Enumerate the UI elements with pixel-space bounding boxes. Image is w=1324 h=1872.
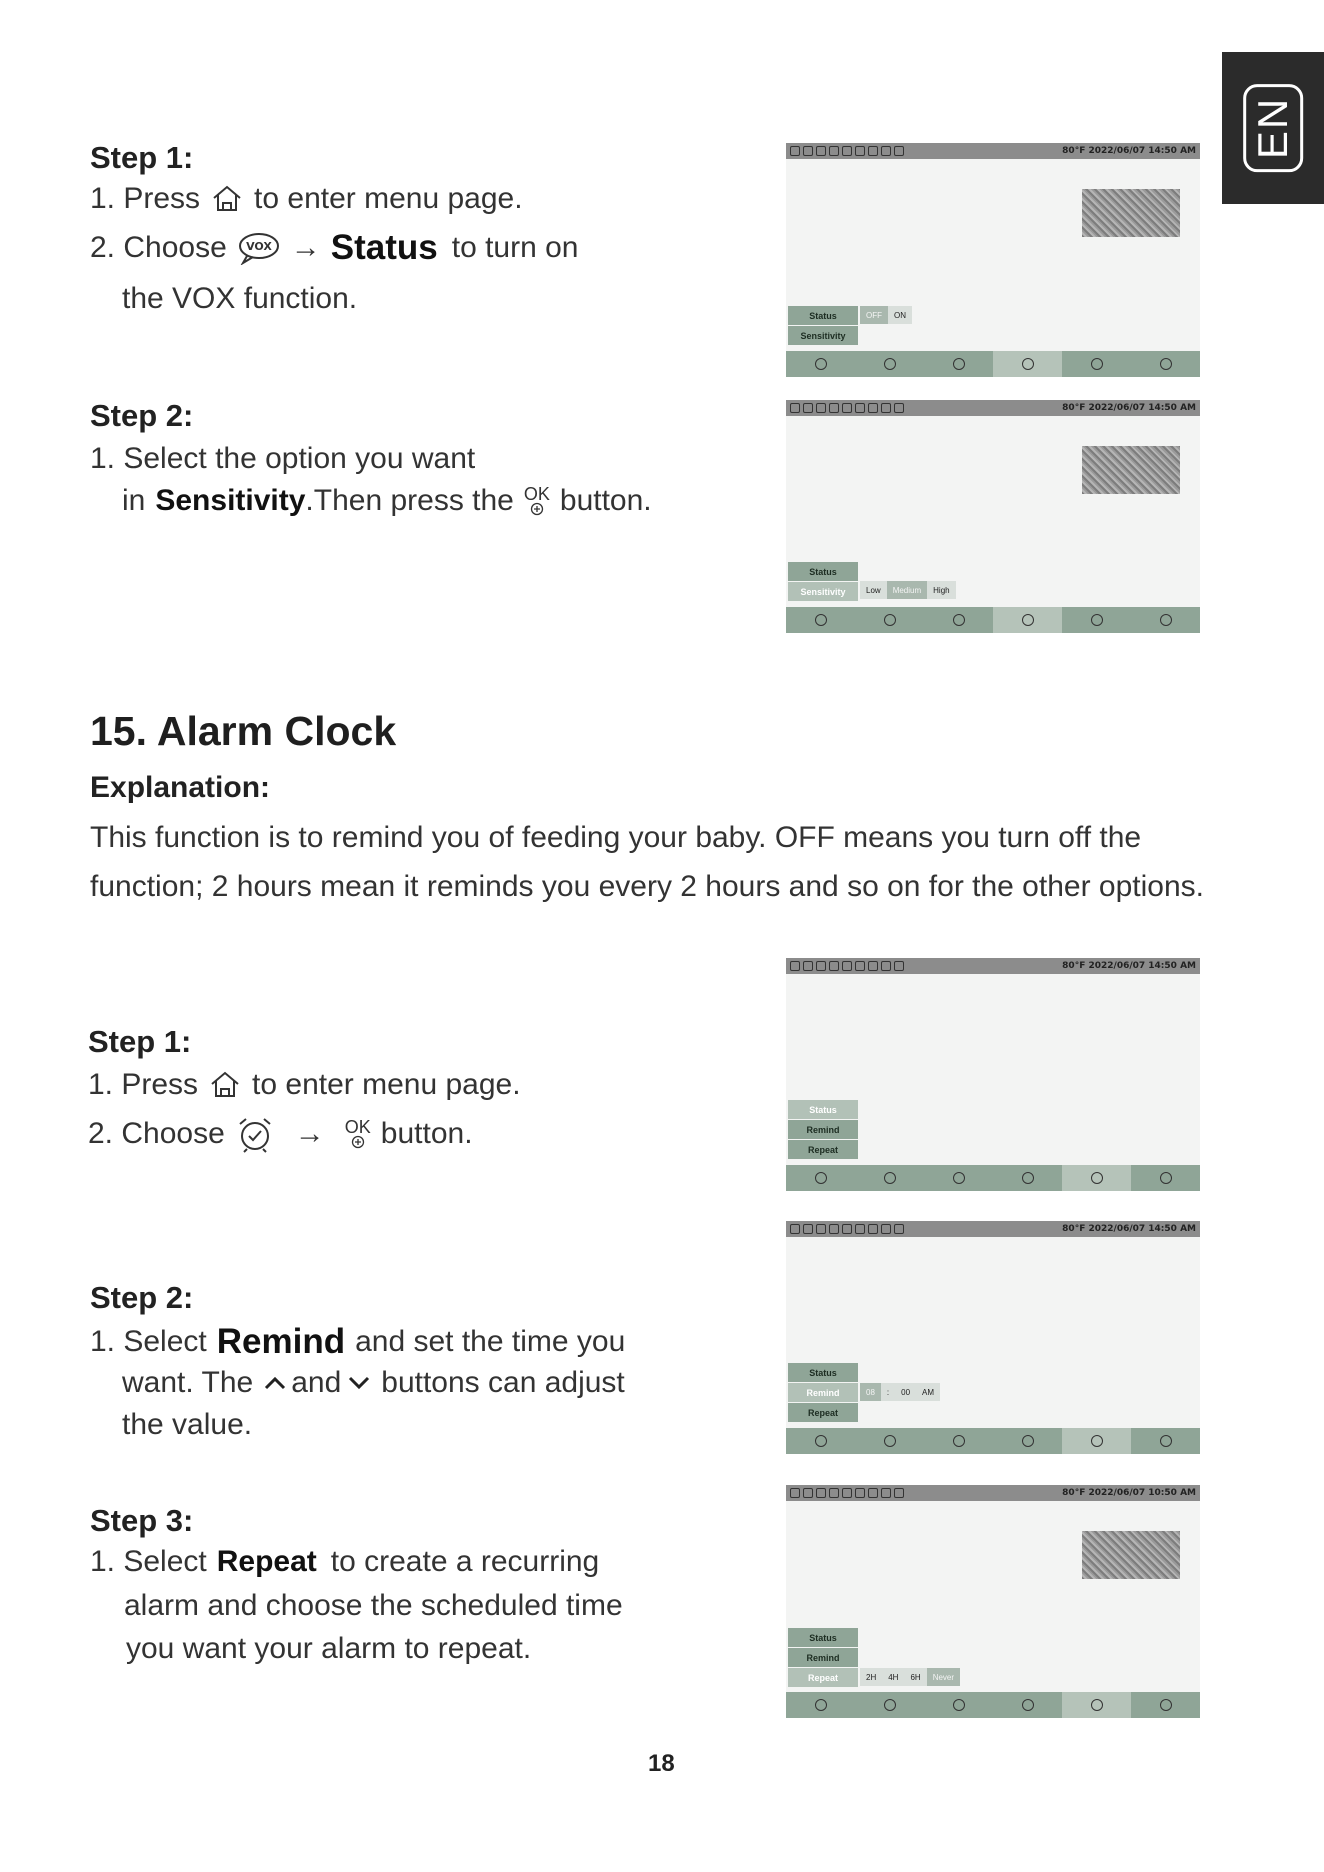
menu-item-remind[interactable]: Remind xyxy=(788,1648,858,1668)
status-bar xyxy=(786,143,1200,159)
blurred-preview xyxy=(1082,446,1180,494)
alarm-step3-line1: 1. Select Repeat to create a recurring xyxy=(90,1545,600,1578)
status-icons xyxy=(790,146,904,156)
option-never[interactable]: Never xyxy=(927,1668,960,1686)
brightness-icon[interactable] xyxy=(786,1165,855,1191)
alarm-step2-line3: the value. xyxy=(122,1408,253,1441)
chevron-up-icon xyxy=(263,1375,287,1391)
camera-icon[interactable] xyxy=(855,1165,924,1191)
option-on[interactable]: ON xyxy=(894,310,906,320)
chevron-down-icon xyxy=(347,1375,371,1391)
alarm-clock-icon xyxy=(235,1114,275,1154)
option-low[interactable]: Low xyxy=(866,585,881,595)
device-screen-alarm-remind xyxy=(786,1221,1200,1454)
volume-icon[interactable] xyxy=(924,607,993,633)
settings-icon[interactable] xyxy=(1131,351,1200,377)
menu-list xyxy=(788,1628,858,1688)
menu-item-status[interactable]: Status xyxy=(788,1628,858,1648)
minute-field[interactable]: 00 xyxy=(901,1387,911,1397)
vox-step1-line2: 2. Choose VOX → Status to turn on xyxy=(90,228,579,267)
svg-text:VOX: VOX xyxy=(245,240,272,253)
status-datetime: 80°F 2022/06/07 14:50 AM xyxy=(1062,961,1196,971)
explanation-text: This function is to remind you of feeding your baby. OFF means you turn off the function; 2 hours mean it reminds you every 2 hours and so on for the other options. xyxy=(90,821,1204,903)
language-tab xyxy=(1222,52,1324,204)
device-screen-alarm-menu xyxy=(786,958,1200,1191)
alarm-step3-heading: Step 3: xyxy=(90,1503,194,1538)
menu-list xyxy=(788,1363,858,1423)
brightness-icon[interactable] xyxy=(786,1428,855,1454)
menu-item-status[interactable]: Status xyxy=(788,1363,858,1383)
camera-icon[interactable] xyxy=(855,351,924,377)
option-6h[interactable]: 6H xyxy=(910,1672,921,1682)
alarm-icon[interactable] xyxy=(1062,351,1131,377)
ok-zoom-icon: OK xyxy=(345,1119,371,1149)
alarm-icon[interactable] xyxy=(1062,607,1131,633)
settings-icon[interactable] xyxy=(1131,607,1200,633)
bottom-toolbar xyxy=(786,1165,1200,1191)
alarm-step2-line2: want. The and buttons can adjust xyxy=(122,1366,625,1399)
vox-step1-heading: Step 1: xyxy=(90,140,194,175)
home-icon xyxy=(210,182,244,216)
option-4h[interactable]: 4H xyxy=(888,1672,899,1682)
menu-item-repeat[interactable]: Repeat xyxy=(788,1140,858,1160)
blurred-preview xyxy=(1082,189,1180,237)
section-title: 15. Alarm Clock xyxy=(90,708,397,754)
bottom-toolbar xyxy=(786,607,1200,633)
option-medium[interactable]: Medium xyxy=(887,581,927,599)
status-bar xyxy=(786,400,1200,416)
menu-item-sensitivity[interactable]: Sensitivity xyxy=(788,326,858,346)
volume-icon[interactable] xyxy=(924,1428,993,1454)
alarm-icon[interactable] xyxy=(1062,1165,1131,1191)
vox-icon[interactable] xyxy=(993,1165,1062,1191)
vox-step2-line1: 1. Select the option you want xyxy=(90,442,476,475)
option-high[interactable]: High xyxy=(933,585,950,595)
alarm-step2-heading: Step 2: xyxy=(90,1280,194,1315)
vox-step2-heading: Step 2: xyxy=(90,398,194,433)
alarm-step3-line3: you want your alarm to repeat. xyxy=(126,1632,532,1665)
settings-icon[interactable] xyxy=(1131,1428,1200,1454)
volume-icon[interactable] xyxy=(924,1692,993,1718)
vox-step1-line1: 1. Press to enter menu page. xyxy=(90,182,523,215)
vox-icon[interactable] xyxy=(993,1428,1062,1454)
brightness-icon[interactable] xyxy=(786,607,855,633)
vox-icon[interactable] xyxy=(993,607,1062,633)
menu-item-remind[interactable]: Remind xyxy=(788,1383,858,1403)
menu-item-status[interactable]: Status xyxy=(788,1100,858,1120)
bottom-toolbar xyxy=(786,1692,1200,1718)
explanation-heading: Explanation: xyxy=(90,771,271,804)
device-screen-alarm-repeat xyxy=(786,1485,1200,1718)
status-datetime: 80°F 2022/06/07 10:50 AM xyxy=(1062,1488,1196,1498)
bottom-toolbar xyxy=(786,1428,1200,1454)
alarm-step1-heading: Step 1: xyxy=(88,1024,192,1059)
time-separator: : xyxy=(886,1387,890,1397)
language-label: EN xyxy=(1243,84,1303,172)
status-bar xyxy=(786,1221,1200,1237)
time-setter xyxy=(860,1383,940,1401)
menu-list xyxy=(788,306,858,346)
option-row xyxy=(860,306,912,324)
bottom-toolbar xyxy=(786,351,1200,377)
volume-icon[interactable] xyxy=(924,1165,993,1191)
menu-item-remind[interactable]: Remind xyxy=(788,1120,858,1140)
vox-step2-line2: in Sensitivity .Then press the OK button. xyxy=(122,484,652,517)
vox-icon[interactable] xyxy=(993,351,1062,377)
blurred-preview xyxy=(1082,1531,1180,1579)
volume-icon[interactable] xyxy=(924,351,993,377)
menu-list xyxy=(788,1100,858,1160)
alarm-step1-line1: 1. Press to enter menu page. xyxy=(88,1068,521,1101)
hour-field[interactable]: 08 xyxy=(860,1383,881,1401)
status-datetime: 80°F 2022/06/07 14:50 AM xyxy=(1062,403,1196,413)
repeat-options xyxy=(860,1668,960,1686)
page-number: 18 xyxy=(648,1750,675,1777)
menu-item-status[interactable]: Status xyxy=(788,306,858,326)
status-bar xyxy=(786,958,1200,974)
alarm-step2-line1: 1. Select Remind and set the time you xyxy=(90,1322,626,1361)
menu-item-repeat[interactable]: Repeat xyxy=(788,1403,858,1423)
status-icons xyxy=(790,403,904,413)
alarm-step1-line2: 2. Choose → OK button. xyxy=(88,1114,473,1154)
camera-icon[interactable] xyxy=(855,607,924,633)
status-datetime: 80°F 2022/06/07 14:50 AM xyxy=(1062,1224,1196,1234)
option-off[interactable]: OFF xyxy=(860,306,888,324)
alarm-step3-line2: alarm and choose the scheduled time xyxy=(124,1589,623,1622)
status-icons xyxy=(790,1224,904,1234)
device-screen-vox-status xyxy=(786,143,1200,377)
option-row xyxy=(860,581,956,599)
option-2h[interactable]: 2H xyxy=(866,1672,877,1682)
camera-icon[interactable] xyxy=(855,1692,924,1718)
menu-list xyxy=(788,562,858,602)
status-icons xyxy=(790,961,904,971)
status-icons xyxy=(790,1488,904,1498)
settings-icon[interactable] xyxy=(1131,1165,1200,1191)
alarm-icon[interactable] xyxy=(1062,1428,1131,1454)
ok-zoom-icon: OK xyxy=(524,486,550,516)
ampm-field[interactable]: AM xyxy=(922,1387,935,1397)
settings-icon[interactable] xyxy=(1131,1692,1200,1718)
vox-icon[interactable] xyxy=(993,1692,1062,1718)
menu-item-sensitivity[interactable]: Sensitivity xyxy=(788,582,858,602)
status-datetime: 80°F 2022/06/07 14:50 AM xyxy=(1062,146,1196,156)
home-icon xyxy=(208,1068,242,1102)
vox-step1-line3: the VOX function. xyxy=(122,282,358,315)
menu-item-repeat[interactable]: Repeat xyxy=(788,1668,858,1688)
camera-icon[interactable] xyxy=(855,1428,924,1454)
vox-icon xyxy=(237,231,281,265)
device-screen-vox-sensitivity xyxy=(786,400,1200,633)
menu-item-status[interactable]: Status xyxy=(788,562,858,582)
brightness-icon[interactable] xyxy=(786,351,855,377)
status-bar xyxy=(786,1485,1200,1501)
alarm-icon[interactable] xyxy=(1062,1692,1131,1718)
brightness-icon[interactable] xyxy=(786,1692,855,1718)
